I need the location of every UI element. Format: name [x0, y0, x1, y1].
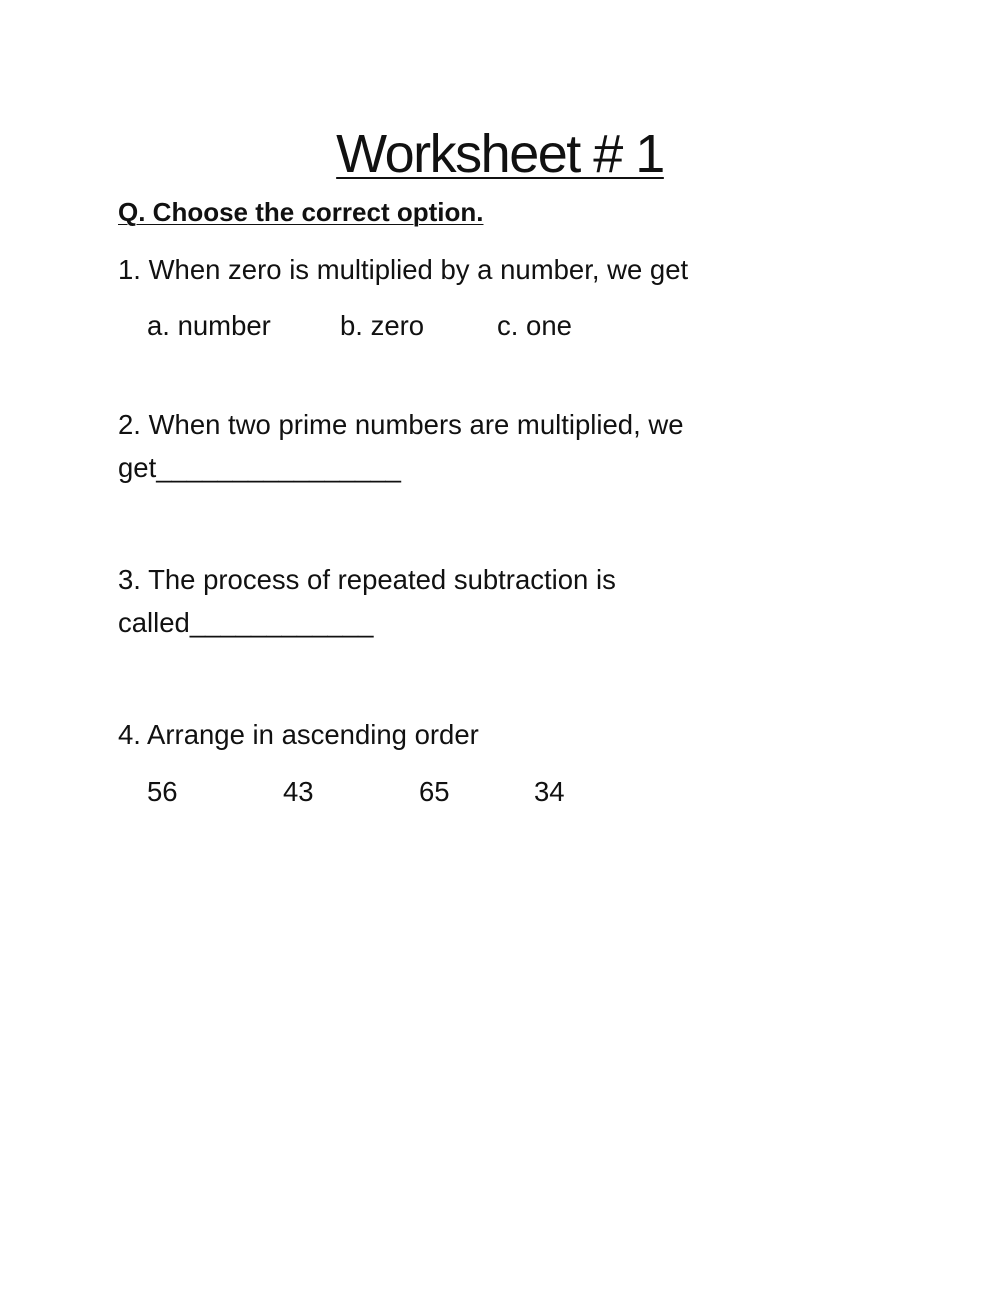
question-1-option-c: c. one [497, 310, 572, 341]
question-2: 2. When two prime numbers are multiplied, we get________________ [118, 409, 684, 483]
question-4-number: 56 [147, 776, 178, 807]
question-4-number: 34 [534, 776, 565, 807]
question-1-option-a: a. number [147, 310, 271, 341]
worksheet-title-text: Worksheet # 1 [336, 124, 664, 184]
question-4-number: 43 [283, 776, 314, 807]
question-1: 1. When zero is multiplied by a number, we get [118, 254, 689, 285]
question-4: 4. Arrange in ascending order [118, 719, 479, 750]
question-1-option-b: b. zero [340, 310, 425, 341]
worksheet-title [0, 122, 1000, 186]
instruction-heading: Q. Choose the correct option. [118, 197, 484, 227]
question-4-number: 65 [419, 776, 450, 807]
question-3: 3. The process of repeated subtraction is called____________ [118, 564, 616, 638]
